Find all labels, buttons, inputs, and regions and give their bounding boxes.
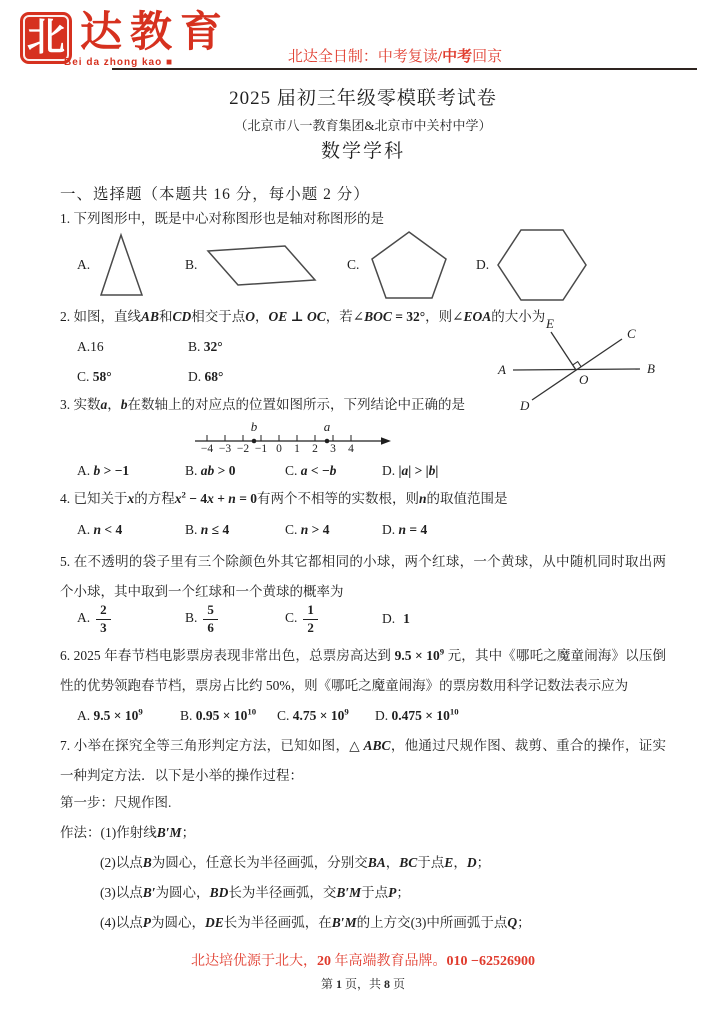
q5-fraction-a: [96, 602, 111, 636]
page-number: 第 1 页，共 8 页: [320, 977, 406, 991]
tick-minus4: −4: [200, 443, 214, 453]
q5-fraction-b: [203, 602, 218, 636]
tick-1: 1: [294, 443, 300, 453]
q4-option-c: C. n > 4: [285, 522, 330, 537]
q1-option-c-label: C.: [347, 257, 360, 272]
section-heading: 一、选择题（本题共 16 分，每小题 2 分）: [60, 186, 370, 203]
tick-minus2: −2: [236, 443, 250, 453]
q5-c-denominator: 2: [307, 619, 314, 635]
q7-step-4: (4)以点P为圆心，DE长为半径画弧，在B′M的上方交(3)中所画弧于点Q；: [100, 915, 531, 930]
q6-option-b: B. $0.95 \times 10^{10}$: [180, 706, 257, 723]
q3-option-c: C. a < −b: [285, 463, 337, 478]
header-slogan: 北达全日制：中考复读/中考回京: [287, 49, 503, 65]
question-4-options: [60, 518, 666, 542]
q4-option-d: D. n = 4: [382, 522, 428, 537]
label-E: E: [546, 316, 554, 331]
tick-3: 3: [330, 443, 336, 453]
question-7-text: 7. 小举在探究全等三角形判定方法，已知如图，△ ABC，他通过尺规作图、裁剪、重合的操作，证实一种判定方法．以下是小举的操作过程：: [60, 738, 666, 783]
q5-option-c-label: C.: [285, 610, 298, 626]
label-A: A: [498, 362, 506, 377]
brand-tagline: Bei da zhong kao ■: [64, 57, 174, 68]
header-divider: [112, 68, 697, 70]
q1-option-d-label: D.: [476, 257, 490, 272]
q1-option-a-label: A.: [77, 257, 91, 272]
q5-a-denominator: 3: [100, 619, 107, 635]
question-4-text: 4. 已知关于x的方程$x^2 - 4x + n = 0$有两个不相等的实数根，则n的取值范围是: [60, 489, 508, 506]
q5-c-numerator: 1: [303, 602, 318, 619]
q5-option-d-label: D.: [382, 611, 396, 626]
pentagon-figure: [367, 229, 451, 301]
q5-fraction-c: [303, 602, 318, 636]
q2-option-d: D. 68°: [188, 369, 224, 384]
question-3-text: 3. 实数a，b在数轴上的对应点的位置如图所示，下列结论中正确的是: [60, 397, 465, 412]
q5-option-a: [77, 602, 185, 636]
q6-option-a: A. $9.5 \times 10^9$: [77, 706, 143, 723]
q5-option-d-value: 1: [403, 611, 410, 626]
seal-inner-border: [23, 15, 69, 61]
q5-b-denominator: 6: [207, 619, 214, 635]
label-O: O: [579, 372, 589, 387]
question-2-options-row-2: [60, 365, 666, 389]
label-B: B: [647, 361, 655, 376]
q5-b-numerator: 5: [203, 602, 218, 619]
q6-option-c: C. $4.75 \times 10^9$: [277, 706, 349, 723]
exam-content: [60, 82, 666, 993]
q5-option-b: [185, 602, 285, 636]
label-D: D: [520, 398, 530, 412]
q2-option-a: A.16: [77, 339, 104, 354]
tick-minus3: −3: [218, 443, 232, 453]
q2-option-b: B. 32°: [188, 339, 223, 354]
point-b-label: b: [250, 419, 258, 434]
q5-option-c: [285, 602, 382, 636]
q7-step-2: (2)以点B为圆心，任意长为半径画弧，分别交BA，BC于点E，D；: [100, 855, 491, 870]
q7-step-3: (3)以点B′为圆心，BD长为半径画弧，交B′M于点P；: [100, 885, 410, 900]
hexagon-figure: [496, 227, 588, 303]
q3-number-line-figure: [193, 419, 666, 453]
parallelogram-figure: [205, 243, 319, 287]
q3-option-b: B. ab > 0: [185, 463, 236, 478]
question-5-options: [60, 599, 666, 639]
subject-title: 数学学科: [320, 141, 405, 162]
question-5-text: 5. 在不透明的袋子里有三个除颜色外其它都相同的小球，两个红球，一个黄球，从中随机同时取出两个小球，其中取到一个红球和一个黄球的概率为: [60, 554, 666, 599]
q1-option-b-label: B.: [185, 257, 198, 272]
tick-4: 4: [348, 443, 354, 453]
q5-a-numerator: 2: [96, 602, 111, 619]
point-a-label: a: [323, 419, 331, 434]
question-1-shapes: [60, 231, 666, 299]
q2-option-c: C. 58°: [77, 369, 112, 384]
question-2-options-row-1: [60, 335, 666, 359]
q4-option-a: A. n < 4: [77, 522, 123, 537]
question-3-options: [60, 459, 666, 483]
number-line-drawing: [193, 419, 393, 453]
q5-option-b-label: B.: [185, 610, 198, 626]
q3-option-d: D. |a| > |b|: [382, 463, 439, 478]
exam-subtitle: （北京市八一教育集团&北京市中关村中学）: [234, 118, 492, 133]
q5-option-a-label: A.: [77, 610, 91, 626]
question-6-text: 6. 2025 年春节档电影票房表现非常出色，总票房高达到 $9.5 \times 10^9$ 元，其中《哪吒之魔童闹海》以压倒性的优势领跑春节档，票房占比约 50%，则《哪吒之魔童闹海》的票房数用科学记数法表示应为: [60, 646, 667, 693]
triangle-figure: [97, 232, 145, 298]
question-1-text: 1. 下列图形中，既是中心对称图形也是轴对称图形的是: [60, 211, 384, 226]
q4-option-b: B. n ≤ 4: [185, 522, 230, 537]
label-C: C: [627, 326, 636, 341]
question-6-options: [60, 703, 666, 729]
seal-character: 北: [26, 17, 65, 59]
tick-2: 2: [312, 443, 318, 453]
question-2-text: 2. 如图，直线AB和CD相交于点O，OE ⊥ OC，若∠BOC = 32°，则∠EOA的大小为: [60, 309, 546, 324]
brand-name: 达教育: [80, 10, 231, 56]
q5-option-d: [382, 611, 410, 627]
tick-0: 0: [276, 443, 282, 453]
exam-title: 2025 届初三年级零模联考试卷: [229, 88, 497, 109]
footer-promo: 北达培优源于北大，20 年高端教育品牌。010 −62526900: [191, 954, 535, 969]
q7-step-1: 作法：(1)作射线B′M；: [60, 825, 196, 840]
q6-option-d: D. $0.475 \times 10^{10}$: [375, 706, 459, 723]
q7-step-heading: 第一步：尺规作图.: [60, 795, 172, 810]
tick-minus1: −1: [254, 443, 268, 453]
q3-option-a: A. b > −1: [77, 463, 130, 478]
